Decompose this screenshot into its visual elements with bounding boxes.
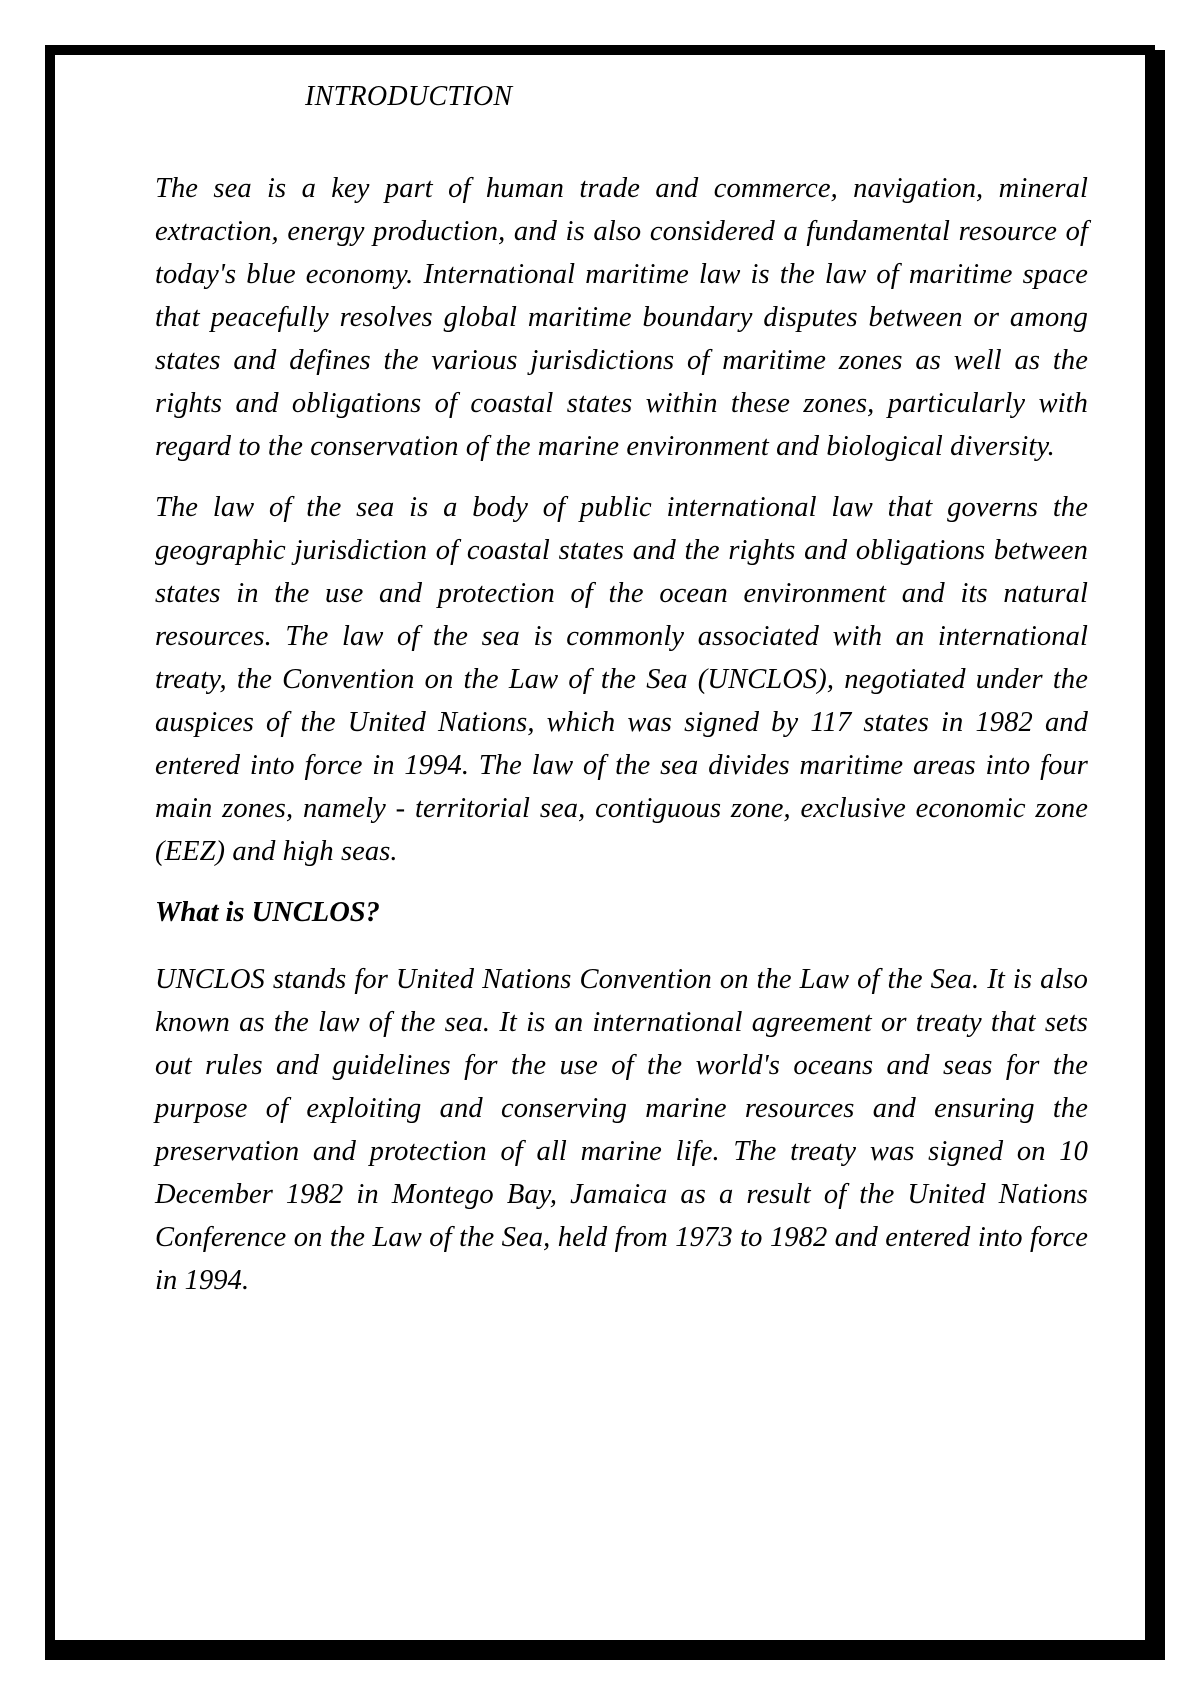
document-body — [155, 75, 1088, 1302]
intro-paragraph-2: The law of the sea is a body of public international law that governs the geographic jurisdiction of coastal states and the rights and obligations between states in the use and protection of the ocean environment and its natural resources. The law of the sea is commonly associated with an international treaty, the Convention on the Law of the Sea (UNCLOS), negotiated under the auspices of the United Nations, which was signed by 117 states in 1982 and entered into force in 1994. The law of the sea divides maritime areas into four main zones, namely - territorial sea, contiguous zone, exclusive economic zone (EEZ) and high seas. — [155, 492, 1088, 867]
section-heading-unclos: What is UNCLOS? — [155, 897, 380, 928]
page-title: INTRODUCTION — [305, 81, 513, 112]
page-frame — [45, 45, 1155, 1650]
unclos-paragraph: UNCLOS stands for United Nations Convention on the Law of the Sea. It is also known as the law of the sea. It is an international agreement or treaty that sets out rules and guidelines for the use of the world's oceans and seas for the purpose of exploiting and conserving marine resources and ensuring the preservation and protection of all marine life. The treaty was signed on 10 December 1982 in Montego Bay, Jamaica as a result of the United Nations Conference on the Law of the Sea, held from 1973 to 1982 and entered into force in 1994. — [155, 964, 1088, 1296]
intro-paragraph-1: The sea is a key part of human trade and commerce, navigation, mineral extraction, energy production, and is also considered a fundamental resource of today's blue economy. International maritime law is the law of maritime space that peacefully resolves global maritime boundary disputes between or among states and defines the various jurisdictions of maritime zones as well as the rights and obligations of coastal states within these zones, particularly with regard to the conservation of the marine environment and biological diversity. — [155, 173, 1088, 462]
